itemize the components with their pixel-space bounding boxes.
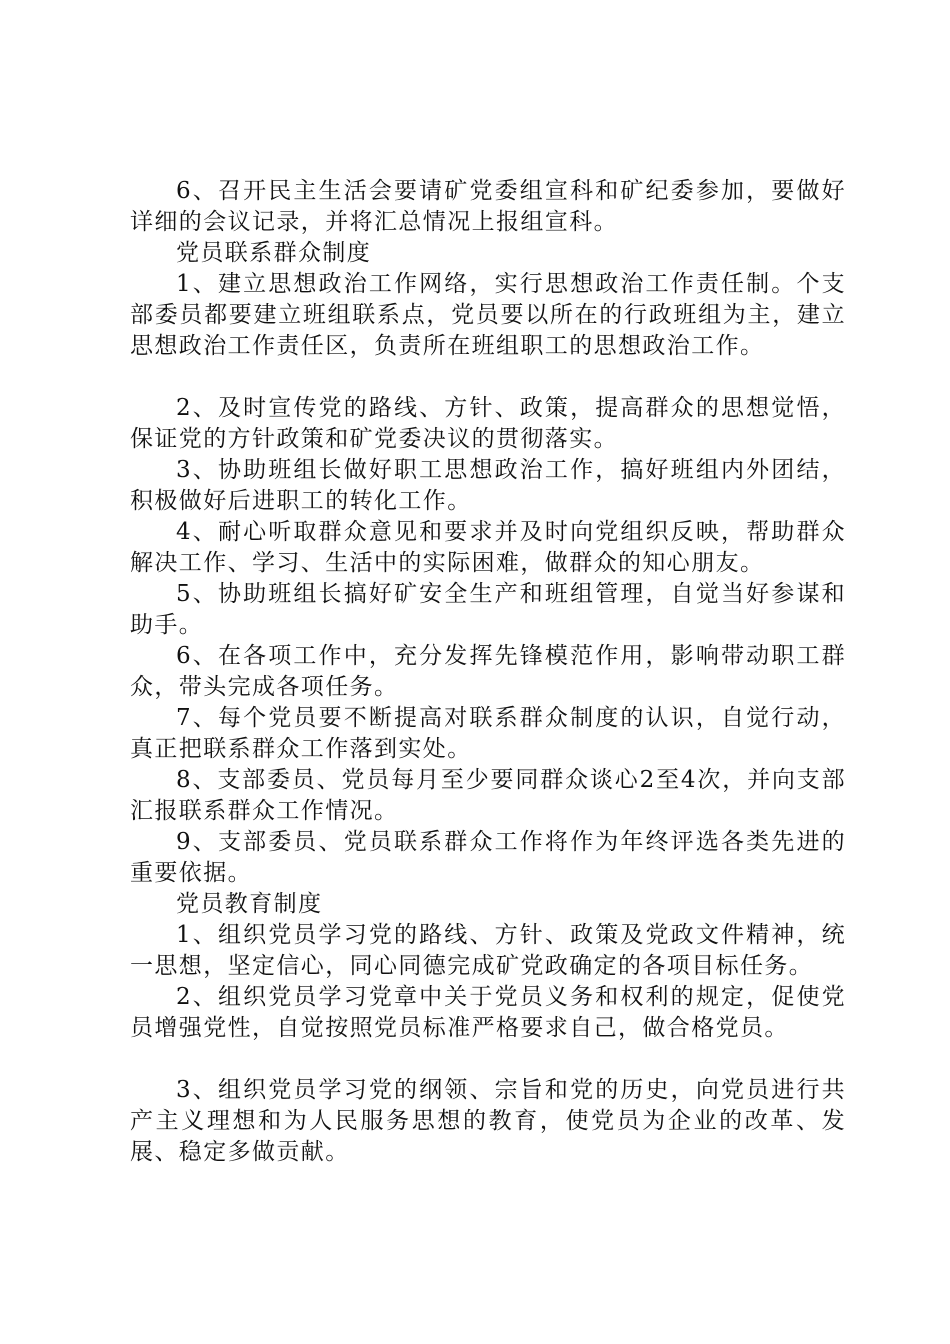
paragraph-education-item-1: 1、组织党员学习党的路线、方针、政策及党政文件精神，统一思想，坚定信心，同心同德完成矿党政确定的各项目标任务。 bbox=[130, 922, 846, 979]
section-heading-mass-contact: 党员联系群众制度 bbox=[176, 240, 372, 266]
paragraph-contact-item-5: 5、协助班组长搞好矿安全生产和班组管理，自觉当好参谋和助手。 bbox=[130, 581, 846, 638]
section-heading-education: 党员教育制度 bbox=[176, 891, 323, 917]
paragraph-contact-item-3: 3、协助班组长做好职工思想政治工作，搞好班组内外团结，积极做好后进职工的转化工作。 bbox=[130, 457, 846, 514]
paragraph-democratic-life-meeting: 6、召开民主生活会要请矿党委组宣科和矿纪委参加，要做好详细的会议记录，并将汇总情况上报组宣科。 bbox=[130, 178, 846, 235]
paragraph-contact-item-4: 4、耐心听取群众意见和要求并及时向党组织反映，帮助群众解决工作、学习、生活中的实际困难，做群众的知心朋友。 bbox=[130, 519, 846, 576]
paragraph-education-item-2: 2、组织党员学习党章中关于党员义务和权利的规定，促使党员增强党性，自觉按照党员标准严格要求自己，做合格党员。 bbox=[130, 984, 846, 1041]
paragraph-contact-item-8: 8、支部委员、党员每月至少要同群众谈心2至4次，并向支部汇报联系群众工作情况。 bbox=[130, 767, 846, 824]
paragraph-contact-item-9: 9、支部委员、党员联系群众工作将作为年终评选各类先进的重要依据。 bbox=[130, 829, 846, 886]
paragraph-contact-item-2: 2、及时宣传党的路线、方针、政策，提高群众的思想觉悟，保证党的方针政策和矿党委决议的贯彻落实。 bbox=[130, 395, 846, 452]
paragraph-contact-item-7: 7、每个党员要不断提高对联系群众制度的认识，自觉行动，真正把联系群众工作落到实处。 bbox=[130, 705, 846, 762]
paragraph-contact-item-1: 1、建立思想政治工作网络，实行思想政治工作责任制。个支部委员都要建立班组联系点，党员要以所在的行政班组为主，建立思想政治工作责任区，负责所在班组职工的思想政治工作。 bbox=[130, 271, 846, 359]
document-body bbox=[130, 176, 846, 1168]
paragraph-education-item-3: 3、组织党员学习党的纲领、宗旨和党的历史，向党员进行共产主义理想和为人民服务思想的教育，使党员为企业的改革、发展、稳定多做贡献。 bbox=[130, 1077, 846, 1165]
paragraph-contact-item-6: 6、在各项工作中，充分发挥先锋模范作用，影响带动职工群众，带头完成各项任务。 bbox=[130, 643, 846, 700]
